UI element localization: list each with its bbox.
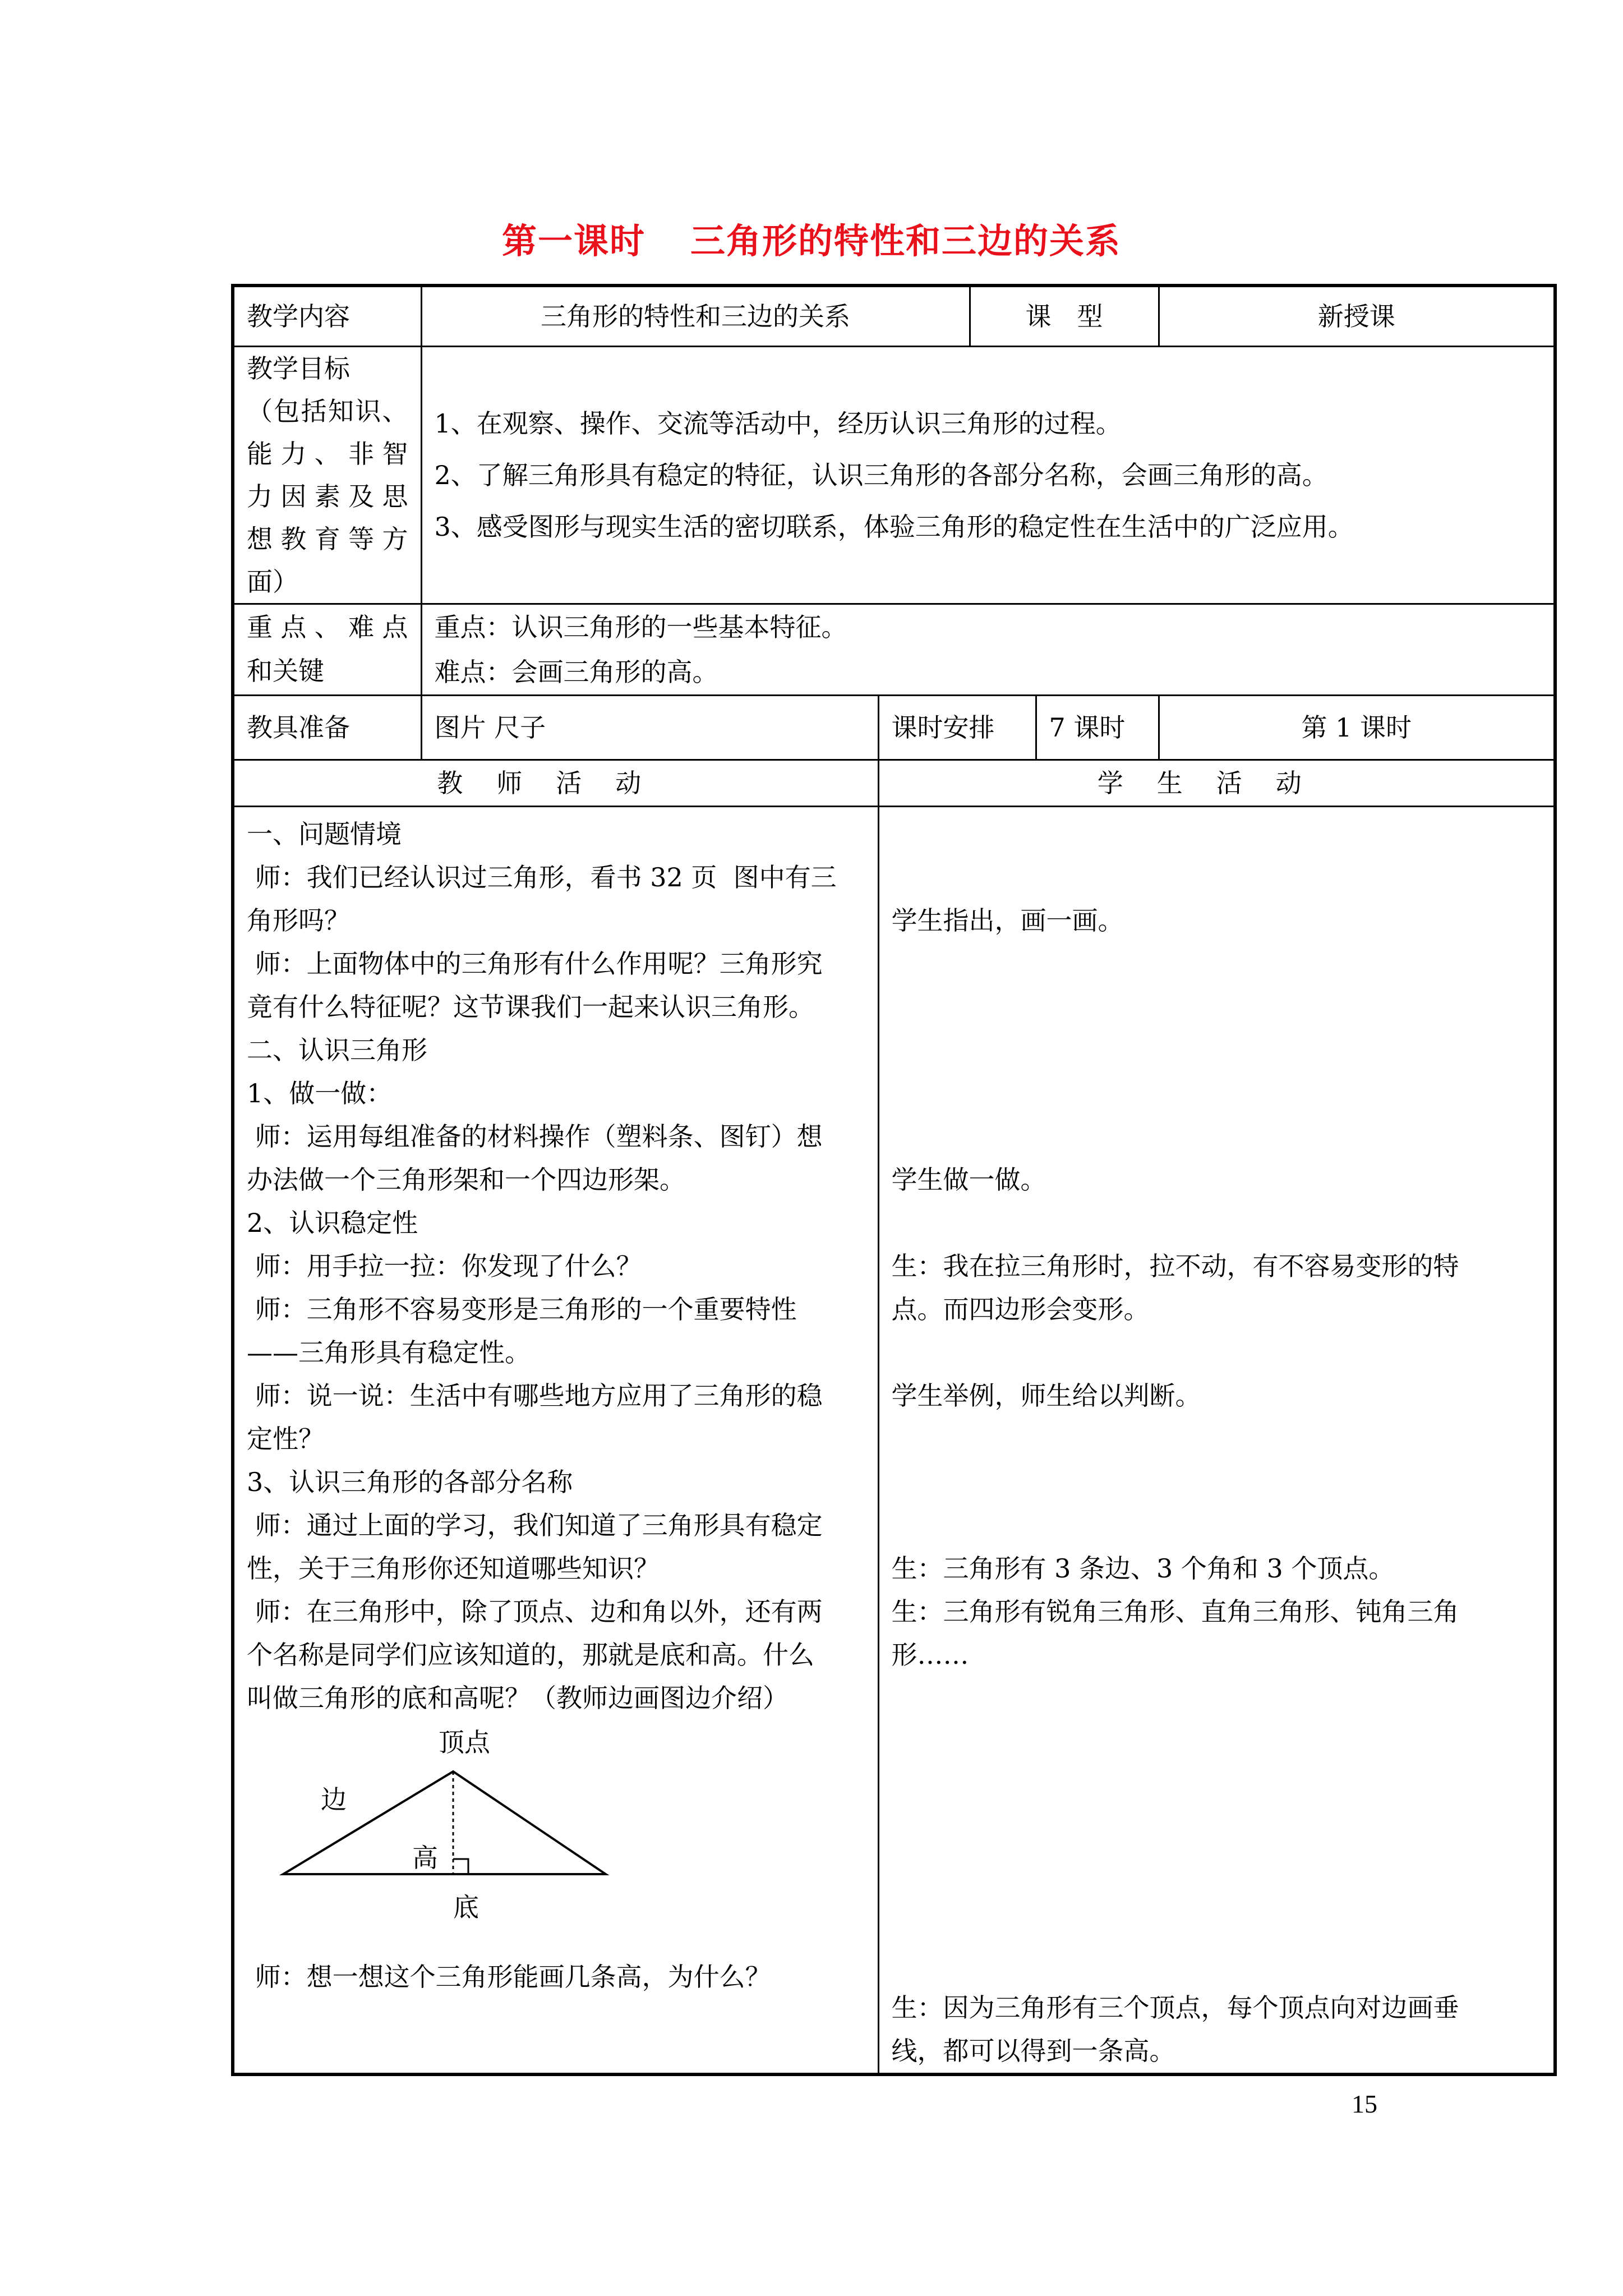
label-schedule: 课时安排 bbox=[879, 696, 1037, 759]
title-lesson: 第一课时 bbox=[501, 220, 645, 261]
student-line: 生：我在拉三角形时，拉不动，有不容易变形的特 bbox=[891, 1250, 1459, 1281]
row-keys bbox=[233, 604, 1555, 695]
teacher-line: 个名称是同学们应该知道的，那就是底和高。什么 bbox=[247, 1639, 814, 1670]
content-value: 三角形的特性和三边的关系 bbox=[421, 286, 970, 346]
goal-label-line: （包括知识、 bbox=[247, 395, 408, 426]
teacher-line: 一、问题情境 bbox=[247, 818, 402, 849]
key-point: 重点：认识三角形的一些基本特征。 bbox=[434, 611, 847, 642]
teacher-line: 师：在三角形中，除了顶点、边和角以外，还有两 bbox=[247, 1596, 823, 1627]
schedule-cells bbox=[878, 695, 1159, 760]
student-line: 形…… bbox=[891, 1639, 969, 1670]
goal-label-line: 想教育等方 bbox=[247, 523, 408, 554]
teacher-lines bbox=[247, 813, 865, 1720]
page-title bbox=[0, 213, 1623, 263]
keys-content bbox=[421, 604, 1555, 695]
student-line: 生：三角形有锐角三角形、直角三角形、钝角三角 bbox=[891, 1596, 1459, 1627]
teacher-line: 师：想一想这个三角形能画几条高，为什么？ bbox=[247, 1961, 771, 1992]
student-line: 学生做一做。 bbox=[891, 1164, 1046, 1195]
teacher-line: 师：我们已经认识过三角形，看书 32 页 图中有三 bbox=[247, 862, 837, 892]
teacher-line: 叫做三角形的底和高呢？（教师边画图边介绍） bbox=[247, 1682, 789, 1713]
goal-item: 1、在观察、操作、交流等活动中，经历认识三角形的过程。 bbox=[434, 408, 1122, 439]
teacher-line: 2、认识稳定性 bbox=[247, 1207, 418, 1238]
teacher-line: 性，关于三角形你还知道哪些知识？ bbox=[247, 1553, 660, 1584]
tools-value: 图片 尺子 bbox=[421, 695, 878, 760]
schedule-value: 7 课时 bbox=[1049, 712, 1126, 743]
student-line: 点。而四边形会变形。 bbox=[891, 1294, 1150, 1324]
teacher-line: 竟有什么特征呢？这节课我们一起来认识三角形。 bbox=[247, 991, 814, 1022]
current-lesson: 第 1 课时 bbox=[1159, 695, 1555, 760]
row-activities bbox=[233, 806, 1555, 2074]
student-line: 学生举例，师生给以判断。 bbox=[891, 1380, 1201, 1411]
page-number: 15 bbox=[1352, 2090, 1377, 2118]
goal-label-lines bbox=[247, 347, 408, 603]
teacher-activity bbox=[233, 806, 878, 2074]
label-keys bbox=[233, 604, 421, 695]
goal-label-line: 面） bbox=[247, 566, 298, 597]
triangle-diagram bbox=[247, 1720, 865, 1955]
label-goals bbox=[233, 346, 421, 604]
title-topic: 三角形的特性和三边的关系 bbox=[690, 220, 1122, 261]
goal-item: 2、了解三角形具有稳定的特征，认识三角形的各部分名称，会画三角形的高。 bbox=[434, 459, 1328, 490]
triangle-svg bbox=[269, 1720, 628, 1955]
student-line: 生：因为三角形有三个顶点，每个顶点向对边画垂 bbox=[891, 1992, 1459, 2023]
row-content bbox=[233, 286, 1555, 346]
teacher-line: 3、认识三角形的各部分名称 bbox=[247, 1466, 573, 1497]
student-activity bbox=[878, 806, 1555, 2074]
type-value: 新授课 bbox=[1159, 286, 1555, 346]
teacher-line: 1、做一做： bbox=[247, 1078, 393, 1108]
goals-content bbox=[421, 346, 1555, 604]
goal-label-line: 力因素及思 bbox=[247, 481, 408, 512]
keys-label-line: 重点、难点 bbox=[247, 611, 408, 642]
student-line: 生：三角形有 3 条边、3 个角和 3 个顶点。 bbox=[891, 1553, 1395, 1584]
teacher-line: 办法做一个三角形架和一个四边形架。 bbox=[247, 1164, 685, 1195]
goal-item: 3、感受图形与现实生活的密切联系，体验三角形的稳定性在生活中的广泛应用。 bbox=[434, 511, 1354, 542]
label-content: 教学内容 bbox=[233, 286, 421, 346]
difficulty-point: 难点：会画三角形的高。 bbox=[434, 656, 718, 687]
label-type: 课 型 bbox=[970, 286, 1159, 346]
student-lines bbox=[892, 813, 1542, 2073]
teacher-line: 二、认识三角形 bbox=[247, 1034, 427, 1065]
goal-label-line: 能力、非智 bbox=[247, 438, 408, 469]
student-line: 学生指出，画一画。 bbox=[891, 905, 1124, 936]
label-height: 高 bbox=[412, 1842, 438, 1873]
header-student-activity: 学生活动 bbox=[878, 760, 1555, 806]
teacher-line: ——三角形具有稳定性。 bbox=[247, 1337, 531, 1368]
teacher-line: 定性？ bbox=[247, 1423, 324, 1454]
header-teacher-activity: 教师活动 bbox=[233, 760, 878, 806]
teacher-line: 师：用手拉一拉：你发现了什么？ bbox=[247, 1250, 642, 1281]
label-side: 边 bbox=[321, 1784, 347, 1815]
lesson-plan-table bbox=[231, 284, 1557, 2076]
row-activity-headers bbox=[233, 760, 1555, 806]
label-tools: 教具准备 bbox=[233, 695, 421, 760]
row-goals bbox=[233, 346, 1555, 604]
teacher-line: 师：说一说：生活中有哪些地方应用了三角形的稳 bbox=[247, 1380, 823, 1411]
label-vertex: 顶点 bbox=[439, 1727, 490, 1757]
student-line: 线，都可以得到一条高。 bbox=[891, 2035, 1175, 2066]
right-angle-mark bbox=[453, 1859, 468, 1874]
teacher-line: 师：通过上面的学习，我们知道了三角形具有稳定 bbox=[247, 1510, 823, 1540]
teacher-line: 师：上面物体中的三角形有什么作用呢？三角形究 bbox=[247, 948, 823, 979]
goal-label-line: 教学目标 bbox=[247, 353, 350, 384]
teacher-line: 师：三角形不容易变形是三角形的一个重要特性 bbox=[247, 1294, 797, 1324]
teacher-line: 师：运用每组准备的材料操作（塑料条、图钉）想 bbox=[247, 1121, 823, 1152]
row-tools bbox=[233, 695, 1555, 760]
teacher-line: 角形吗？ bbox=[247, 905, 350, 936]
keys-label-line: 和关键 bbox=[247, 655, 324, 686]
label-base: 底 bbox=[453, 1892, 479, 1922]
